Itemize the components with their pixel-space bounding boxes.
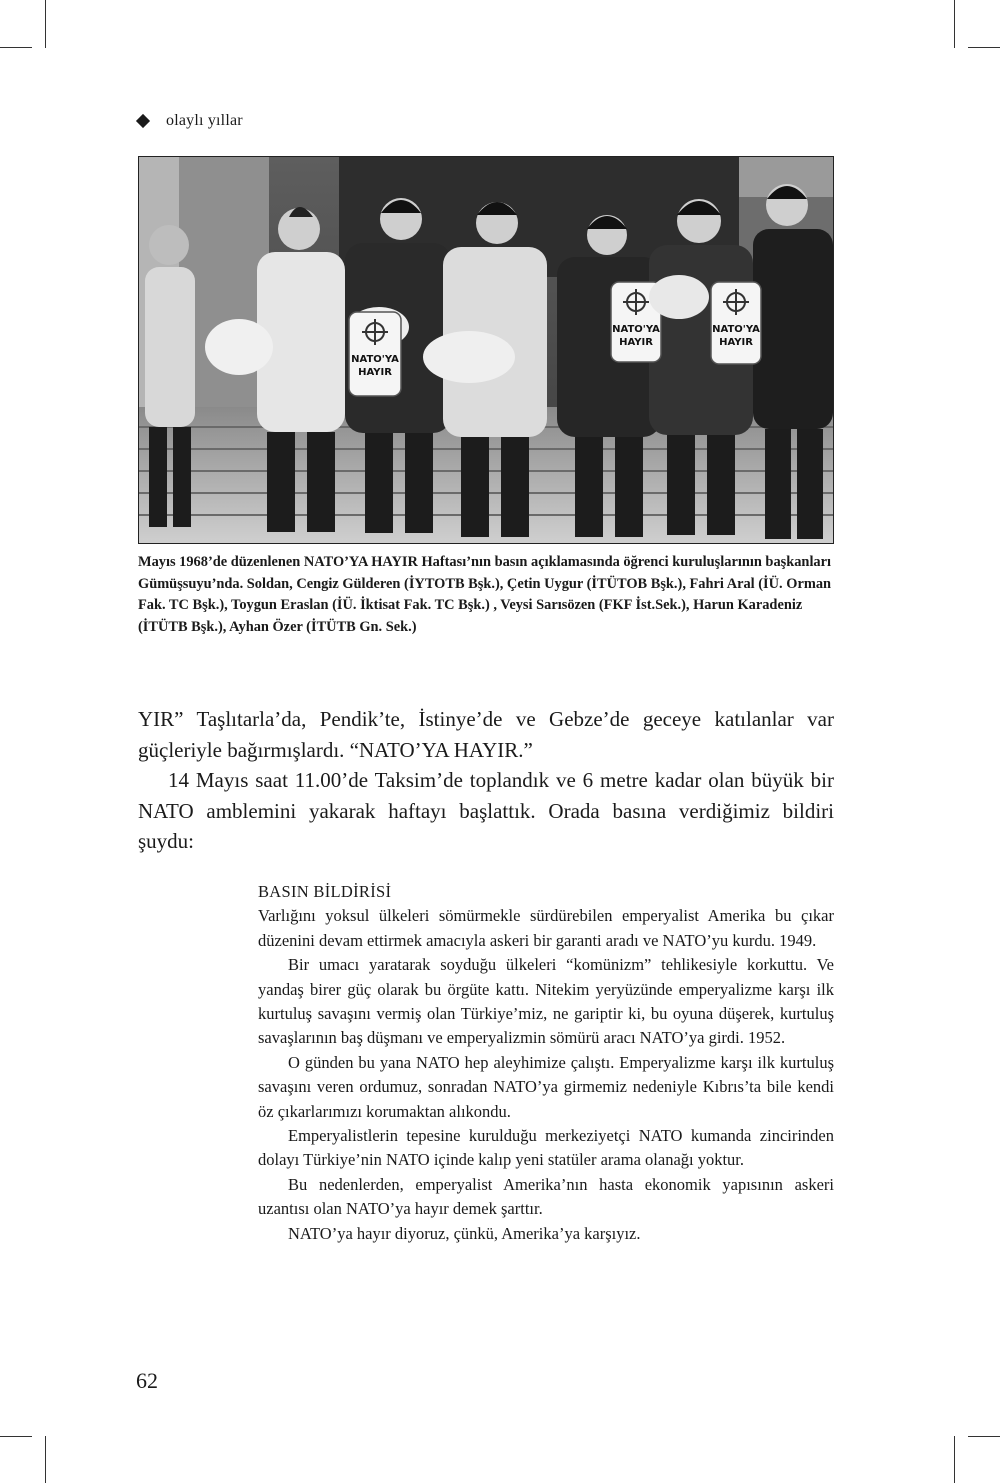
running-header (138, 110, 243, 132)
statement-paragraph-2: Bir umacı yaratarak soyduğu ülkeleri “komünizm” tehlikesiyle korkuttu. Ve yandaş birer güç olarak bu örgüte kattı. Nitekim yeryüzünde emperyalizme karşı ilk kurtuluş savaşını vermiş olan Türkiye’miz, ne gariptir ki, bu oyuna düşerek, kurtuluş savaşlarının baş düşmanı ve emperyalizmin sömürü aracı NATO’ya girdi. 1952. (258, 955, 834, 1048)
diamond-icon (136, 114, 150, 128)
historical-photo (138, 156, 834, 544)
sign-text-5: NATO'YA (712, 324, 760, 335)
photo-illustration (139, 157, 833, 543)
photo-caption (138, 552, 838, 638)
crop-mark (45, 1436, 46, 1483)
press-statement (258, 880, 834, 1246)
header-title: olaylı yıllar (166, 112, 243, 129)
crop-mark (954, 0, 955, 48)
statement-paragraph-6: NATO’ya hayır diyoruz, çünkü, Amerika’ya karşıyız. (288, 1223, 641, 1243)
statement-paragraph-4: Emperyalistlerin tepesine kurulduğu merkeziyetçi NATO kumanda zincirinden dolayı Türkiye’nin NATO içinde kalıp yeni statüler arama olanağı yoktur. (258, 1126, 834, 1170)
statement-paragraph-3: O günden bu yana NATO hep aleyhimize çalıştı. Emperyalizme karşı ilk kurtuluş savaşını veren ordumuz, sonradan NATO’ya girmemiz nedeniyle Kıbrıs’ta bile kendi öz çıkarlarımızı korumaktan alıkondu. (258, 1052, 834, 1121)
body-paragraph-2: 14 Mayıs saat 11.00’de Taksim’de toplandık ve 6 metre kadar olan büyük bir NATO amblemini yakarak haftayı başlattık. Orada basına verdiğimiz bildiri şuydu: (138, 768, 834, 853)
statement-paragraph-5: Bu nedenlerden, emperyalist Amerika’nın hasta ekonomik yapısının askeri uzantısı olan NATO’ya hayır demek şarttır. (258, 1174, 834, 1219)
sign-text-6: HAYIR (719, 337, 753, 348)
crop-mark (954, 1436, 955, 1483)
crop-mark (968, 1436, 1000, 1437)
sign-text-4: HAYIR (619, 337, 653, 348)
page-number: 62 (136, 1368, 158, 1393)
sign-text-3: NATO'YA (612, 324, 660, 335)
statement-title: BASIN BİLDİRİSİ (258, 882, 392, 901)
crop-mark (0, 1436, 32, 1437)
crop-mark (45, 0, 46, 48)
statement-paragraph-1: Varlığını yoksul ülkeleri sömürmekle sürdürebilen emperyalist Amerika bu çıkar düzenini devam ettirmek amacıyla askeri bir garanti aradı ve NATO’yu kurdu. 1949. (258, 906, 834, 950)
crop-mark (968, 47, 1000, 48)
body-text (138, 704, 834, 857)
body-paragraph-1: YIR” Taşlıtarla’da, Pendik’te, İstinye’de ve Gebze’de geceye katılanlar var güçleriyle bağırmışlardı. “NATO’YA HAYIR.” (138, 707, 834, 762)
caption-text: Mayıs 1968’de düzenlenen NATO’YA HAYIR Haftası’nın basın açıklamasında öğrenci kuruluşlarının başkanları Gümüşsuyu’nda. Soldan, Cengiz Gülderen (İYTOTB Bşk.), Çetin Uygur (İTÜTOB Bşk.), Fahri Aral (İÜ. Orman Fak. TC Bşk.), Toygun Eraslan (İÜ. İktisat Fak. TC Bşk.) , Veysi Sarısözen (FKF İst.Sek.), Harun Karadeniz (İTÜTB Bşk.), Ayhan Özer (İTÜTB Gn. Sek.) (138, 554, 832, 635)
crop-mark (0, 47, 32, 48)
sign-text-2: HAYIR (358, 367, 392, 378)
sign-text-1: NATO'YA (351, 354, 399, 365)
